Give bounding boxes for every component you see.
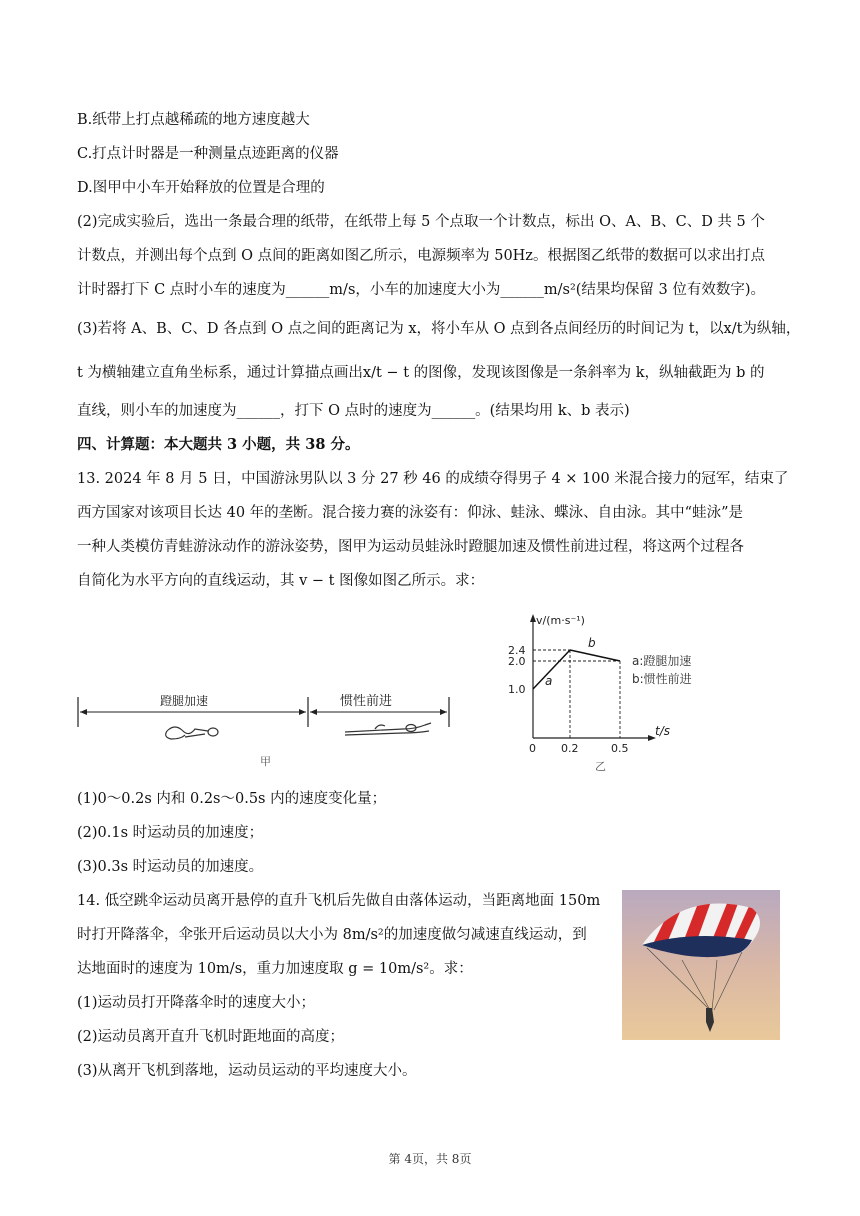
option-d: D.图甲中小车开始释放的位置是合理的	[77, 180, 325, 196]
question-12-3-line2: t 为横轴建立直角坐标系，通过计算描点画出x/t − t 的图像，发现该图像是一条斜率为 k，纵轴截距为 b 的	[77, 365, 765, 381]
figure-jia-caption: 甲	[260, 755, 271, 768]
figure-yi-caption: 乙	[595, 760, 606, 773]
question-14-line3: 达地面时的速度为 10m/s，重力加速度取 g = 10m/s²。求：	[77, 961, 473, 977]
question-13-part2: (2)0.1s 时运动员的加速度；	[77, 825, 264, 841]
segment-b-label: b	[588, 636, 596, 650]
question-14-line1: 14. 低空跳伞运动员离开悬停的直升飞机后先做自由落体运动，当距离地面 150m	[77, 893, 601, 909]
question-13-line4: 自简化为水平方向的直线运动，其 v − t 图像如图乙所示。求：	[77, 573, 485, 589]
question-12-3-line3: 直线，则小车的加速度为______，打下 O 点时的速度为______。(结果均用 k、b 表示)	[77, 403, 630, 419]
legend-b: b:惯性前进	[632, 672, 692, 686]
question-12-2-line2: 计数点，并测出每个点到 O 点间的距离如图乙所示，电源频率为 50Hz。根据图乙纸带的数据可以求出打点	[77, 248, 765, 264]
x-tick-0: 0	[529, 742, 536, 755]
question-13-line2: 西方国家对该项目长达 40 年的垄断。混合接力赛的泳姿有：仰泳、蛙泳、蝶泳、自由泳。其中“蛙泳”是	[77, 505, 743, 521]
question-12-3-line1: (3)若将 A、B、C、D 各点到 O 点之间的距离记为 x，将小车从 O 点到各点间经历的时间记为 t，以x/t为纵轴，	[77, 321, 801, 337]
question-13-part3: (3)0.3s 时运动员的加速度。	[77, 859, 264, 875]
question-13-part1: (1)0～0.2s 内和 0.2s～0.5s 内的速度变化量；	[77, 791, 387, 807]
x-tick-0.2: 0.2	[561, 742, 579, 755]
kicking-swimmer-icon	[166, 727, 218, 739]
option-c: C.打点计时器是一种测量点迹距离的仪器	[77, 146, 339, 162]
kick-label: 蹬腿加速	[160, 694, 209, 708]
glide-label: 惯性前进	[340, 694, 393, 709]
gliding-swimmer-icon	[345, 723, 431, 735]
segment-b-line	[570, 650, 620, 661]
question-14-part3: (3)从离开飞机到落地，运动员运动的平均速度大小。	[77, 1063, 417, 1079]
x-tick-0.5: 0.5	[611, 742, 629, 755]
y-tick-2.4: 2.4	[508, 644, 526, 657]
legend-a: a:蹬腿加速	[632, 654, 692, 668]
question-12-2-line3: 计时器打下 C 点时小车的速度为______m/s，小车的加速度大小为______m/s²(结果均保留 3 位有效数字)。	[77, 282, 766, 298]
question-14-part2: (2)运动员离开直升飞机时距地面的高度；	[77, 1029, 345, 1045]
option-b: B.纸带上打点越稀疏的地方速度越大	[77, 112, 310, 128]
question-12-2-line1: (2)完成实验后，选出一条最合理的纸带，在纸带上每 5 个点取一个计数点，标出 O、A、B、C、D 共 5 个	[77, 214, 765, 230]
y-tick-2.0: 2.0	[508, 655, 526, 668]
page-footer: 第 4页，共 8页	[388, 1152, 472, 1166]
vt-graph	[500, 605, 740, 775]
question-14-line2: 时打开降落伞，伞张开后运动员以大小为 8m/s²的加速度做匀减速直线运动，到	[77, 927, 587, 943]
segment-a-label: a	[545, 674, 553, 688]
parachute-photo	[622, 890, 780, 1040]
swimmer-figure	[75, 685, 455, 770]
question-13-line1: 13. 2024 年 8 月 5 日，中国游泳男队以 3 分 27 秒 46 的成绩夺得男子 4 × 100 米混合接力的冠军，结束了	[77, 471, 789, 487]
x-axis-label: t/s	[655, 724, 670, 738]
question-13-line3: 一种人类模仿青蛙游泳动作的游泳姿势，图甲为运动员蛙泳时蹬腿加速及惯性前进过程，将这两个过程各	[77, 539, 744, 555]
section-heading: 四、计算题：本大题共 3 小题，共 38 分。	[77, 436, 360, 453]
y-tick-1.0: 1.0	[508, 683, 526, 696]
question-14-part1: (1)运动员打开降落伞时的速度大小；	[77, 995, 316, 1011]
y-axis-label: v/(m·s⁻¹)	[536, 614, 585, 627]
